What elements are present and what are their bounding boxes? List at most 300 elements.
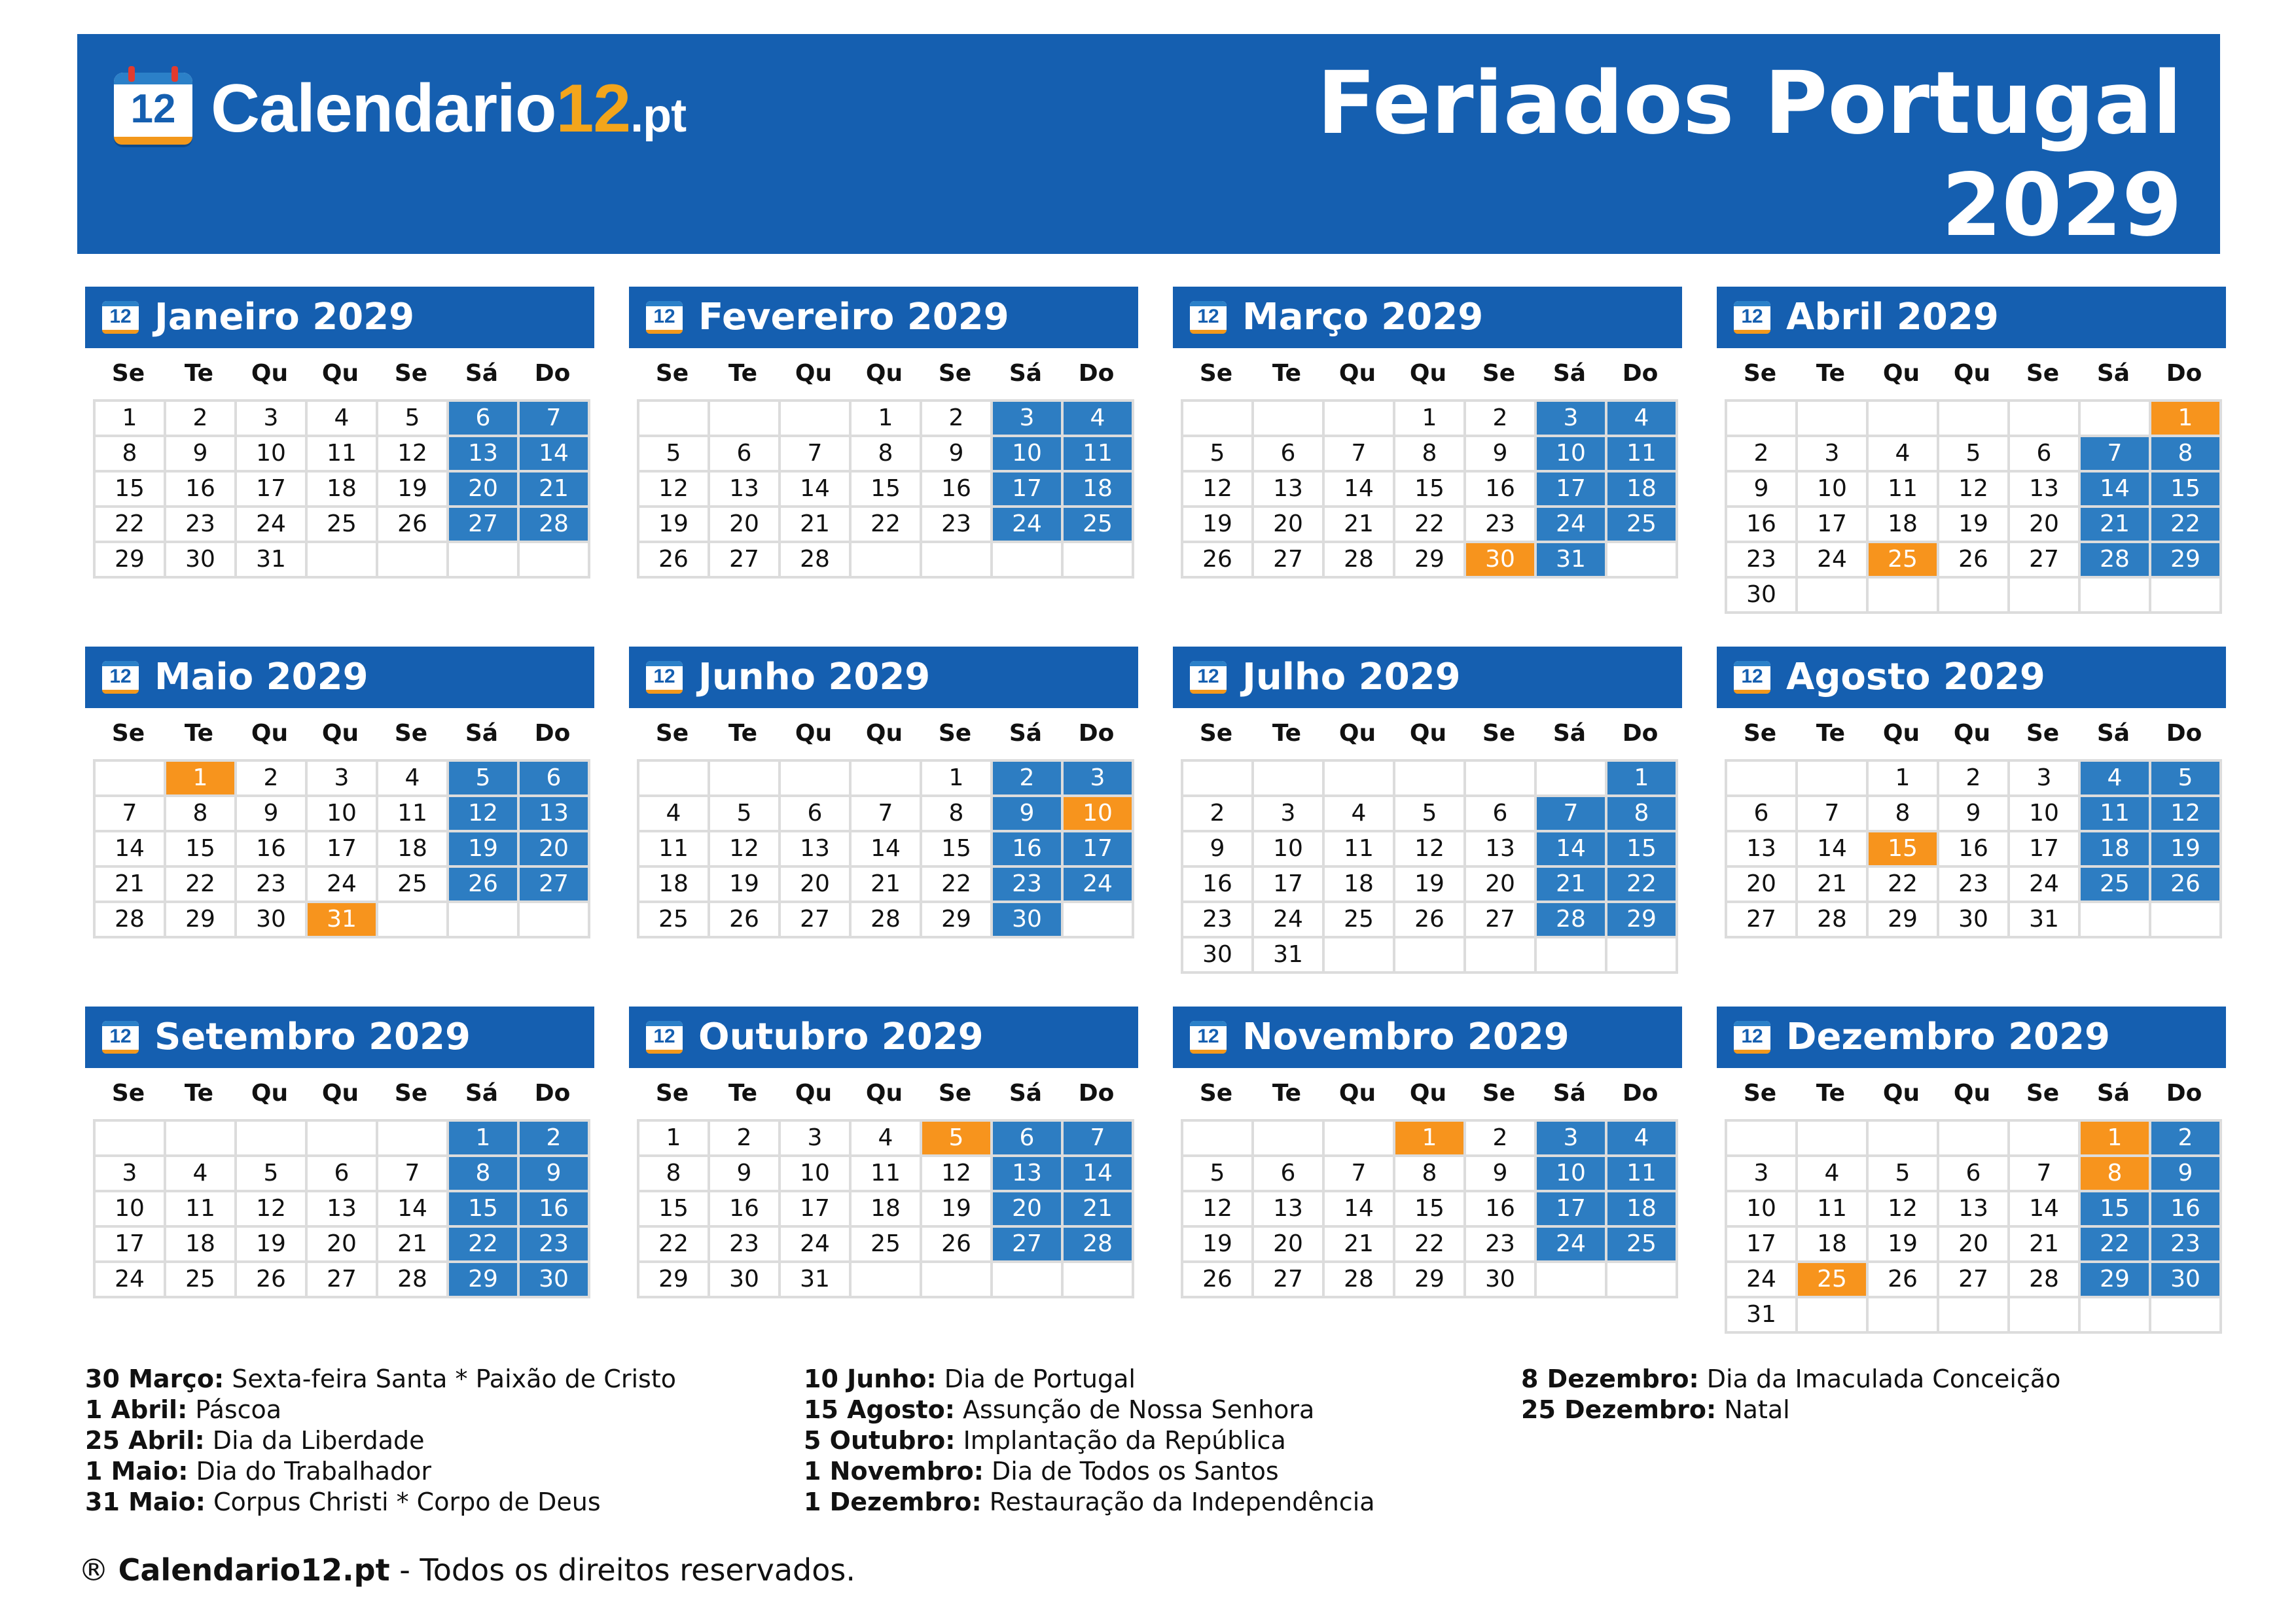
weekend-day-cell[interactable]: 2 <box>520 1122 590 1157</box>
day-cell[interactable]: 19 <box>1869 1228 1939 1263</box>
day-cell[interactable]: 29 <box>639 1263 710 1298</box>
day-cell[interactable]: 20 <box>1466 868 1537 903</box>
weekend-day-cell[interactable]: 17 <box>993 473 1064 508</box>
weekend-day-cell[interactable]: 28 <box>1064 1228 1134 1263</box>
day-cell[interactable]: 18 <box>1325 868 1395 903</box>
day-cell[interactable]: 2 <box>710 1122 781 1157</box>
weekend-day-cell[interactable]: 9 <box>2151 1157 2222 1192</box>
day-cell[interactable]: 15 <box>922 832 993 868</box>
weekend-day-cell[interactable]: 5 <box>2151 762 2222 797</box>
day-cell[interactable]: 25 <box>308 508 378 543</box>
day-cell[interactable]: 16 <box>1727 508 1798 543</box>
weekend-day-cell[interactable]: 14 <box>520 437 590 473</box>
day-cell[interactable]: 5 <box>1395 797 1466 832</box>
day-cell[interactable]: 2 <box>1183 797 1254 832</box>
weekend-day-cell[interactable]: 29 <box>1607 903 1678 938</box>
day-cell[interactable]: 29 <box>1395 1263 1466 1298</box>
day-cell[interactable]: 27 <box>1466 903 1537 938</box>
weekend-day-cell[interactable]: 30 <box>993 903 1064 938</box>
day-cell[interactable]: 14 <box>2010 1192 2081 1228</box>
weekend-day-cell[interactable]: 25 <box>2081 868 2151 903</box>
day-cell[interactable]: 15 <box>1395 473 1466 508</box>
day-cell[interactable]: 3 <box>1254 797 1325 832</box>
day-cell[interactable]: 27 <box>710 543 781 579</box>
day-cell[interactable]: 20 <box>710 508 781 543</box>
holiday-day-cell[interactable]: 25 <box>1869 543 1939 579</box>
day-cell[interactable]: 22 <box>639 1228 710 1263</box>
footer-brand[interactable]: Calendario12.pt <box>118 1552 390 1588</box>
day-cell[interactable]: 25 <box>166 1263 237 1298</box>
weekend-day-cell[interactable]: 19 <box>2151 832 2222 868</box>
weekend-day-cell[interactable]: 9 <box>520 1157 590 1192</box>
day-cell[interactable]: 15 <box>639 1192 710 1228</box>
day-cell[interactable]: 19 <box>922 1192 993 1228</box>
holiday-day-cell[interactable]: 31 <box>308 903 378 938</box>
holiday-day-cell[interactable]: 30 <box>1466 543 1537 579</box>
day-cell[interactable]: 22 <box>166 868 237 903</box>
day-cell[interactable]: 7 <box>1325 437 1395 473</box>
weekend-day-cell[interactable]: 15 <box>449 1192 520 1228</box>
day-cell[interactable]: 8 <box>1395 437 1466 473</box>
day-cell[interactable]: 12 <box>922 1157 993 1192</box>
weekend-day-cell[interactable]: 30 <box>520 1263 590 1298</box>
holiday-day-cell[interactable]: 1 <box>2151 402 2222 437</box>
day-cell[interactable]: 27 <box>308 1263 378 1298</box>
day-cell[interactable]: 24 <box>308 868 378 903</box>
day-cell[interactable]: 29 <box>1869 903 1939 938</box>
day-cell[interactable]: 26 <box>1869 1263 1939 1298</box>
day-cell[interactable]: 16 <box>166 473 237 508</box>
day-cell[interactable]: 13 <box>1727 832 1798 868</box>
day-cell[interactable]: 1 <box>852 402 922 437</box>
day-cell[interactable]: 5 <box>237 1157 308 1192</box>
day-cell[interactable]: 9 <box>922 437 993 473</box>
day-cell[interactable]: 31 <box>1254 938 1325 974</box>
day-cell[interactable]: 7 <box>852 797 922 832</box>
day-cell[interactable]: 3 <box>781 1122 852 1157</box>
day-cell[interactable]: 13 <box>1254 1192 1325 1228</box>
weekend-day-cell[interactable]: 17 <box>1537 473 1607 508</box>
weekend-day-cell[interactable]: 22 <box>1607 868 1678 903</box>
day-cell[interactable]: 8 <box>1869 797 1939 832</box>
day-cell[interactable]: 6 <box>1254 1157 1325 1192</box>
weekend-day-cell[interactable]: 22 <box>2151 508 2222 543</box>
day-cell[interactable]: 9 <box>1727 473 1798 508</box>
weekend-day-cell[interactable]: 20 <box>520 832 590 868</box>
day-cell[interactable]: 5 <box>1183 437 1254 473</box>
day-cell[interactable]: 28 <box>852 903 922 938</box>
weekend-day-cell[interactable]: 18 <box>2081 832 2151 868</box>
weekend-day-cell[interactable]: 8 <box>2151 437 2222 473</box>
day-cell[interactable]: 17 <box>1254 868 1325 903</box>
day-cell[interactable]: 17 <box>96 1228 166 1263</box>
day-cell[interactable]: 24 <box>1798 543 1869 579</box>
day-cell[interactable]: 4 <box>166 1157 237 1192</box>
day-cell[interactable]: 18 <box>1798 1228 1869 1263</box>
day-cell[interactable]: 19 <box>237 1228 308 1263</box>
day-cell[interactable]: 28 <box>96 903 166 938</box>
day-cell[interactable]: 17 <box>781 1192 852 1228</box>
weekend-day-cell[interactable]: 10 <box>1537 437 1607 473</box>
day-cell[interactable]: 20 <box>1254 508 1325 543</box>
weekend-day-cell[interactable]: 7 <box>1064 1122 1134 1157</box>
day-cell[interactable]: 4 <box>1325 797 1395 832</box>
weekend-day-cell[interactable]: 28 <box>520 508 590 543</box>
day-cell[interactable]: 29 <box>922 903 993 938</box>
weekend-day-cell[interactable]: 4 <box>2081 762 2151 797</box>
day-cell[interactable]: 7 <box>1325 1157 1395 1192</box>
day-cell[interactable]: 5 <box>1183 1157 1254 1192</box>
weekend-day-cell[interactable]: 13 <box>993 1157 1064 1192</box>
day-cell[interactable]: 15 <box>166 832 237 868</box>
day-cell[interactable]: 3 <box>1727 1157 1798 1192</box>
day-cell[interactable]: 22 <box>852 508 922 543</box>
holiday-day-cell[interactable]: 8 <box>2081 1157 2151 1192</box>
day-cell[interactable]: 22 <box>922 868 993 903</box>
day-cell[interactable]: 4 <box>639 797 710 832</box>
day-cell[interactable]: 19 <box>1183 508 1254 543</box>
weekend-day-cell[interactable]: 11 <box>1607 1157 1678 1192</box>
day-cell[interactable]: 16 <box>237 832 308 868</box>
weekend-day-cell[interactable]: 12 <box>2151 797 2222 832</box>
day-cell[interactable]: 4 <box>1798 1157 1869 1192</box>
day-cell[interactable]: 14 <box>378 1192 449 1228</box>
weekend-day-cell[interactable]: 21 <box>1537 868 1607 903</box>
day-cell[interactable]: 1 <box>1869 762 1939 797</box>
day-cell[interactable]: 16 <box>1466 1192 1537 1228</box>
day-cell[interactable]: 8 <box>96 437 166 473</box>
day-cell[interactable]: 18 <box>166 1228 237 1263</box>
holiday-day-cell[interactable]: 25 <box>1798 1263 1869 1298</box>
weekend-day-cell[interactable]: 29 <box>449 1263 520 1298</box>
day-cell[interactable]: 13 <box>710 473 781 508</box>
day-cell[interactable]: 5 <box>639 437 710 473</box>
day-cell[interactable]: 23 <box>922 508 993 543</box>
day-cell[interactable]: 19 <box>1183 1228 1254 1263</box>
weekend-day-cell[interactable]: 11 <box>1607 437 1678 473</box>
day-cell[interactable]: 19 <box>639 508 710 543</box>
weekend-day-cell[interactable]: 29 <box>2151 543 2222 579</box>
day-cell[interactable]: 10 <box>96 1192 166 1228</box>
day-cell[interactable]: 13 <box>1939 1192 2010 1228</box>
weekend-day-cell[interactable]: 18 <box>1607 473 1678 508</box>
day-cell[interactable]: 18 <box>378 832 449 868</box>
weekend-day-cell[interactable]: 31 <box>1537 543 1607 579</box>
weekend-day-cell[interactable]: 8 <box>1607 797 1678 832</box>
day-cell[interactable]: 12 <box>710 832 781 868</box>
day-cell[interactable]: 24 <box>781 1228 852 1263</box>
day-cell[interactable]: 2 <box>166 402 237 437</box>
day-cell[interactable]: 3 <box>96 1157 166 1192</box>
day-cell[interactable]: 31 <box>237 543 308 579</box>
day-cell[interactable]: 14 <box>1798 832 1869 868</box>
day-cell[interactable]: 23 <box>1183 903 1254 938</box>
weekend-day-cell[interactable]: 24 <box>1064 868 1134 903</box>
day-cell[interactable]: 15 <box>1395 1192 1466 1228</box>
day-cell[interactable]: 9 <box>1939 797 2010 832</box>
brand-logo[interactable] <box>114 69 686 148</box>
day-cell[interactable]: 7 <box>1798 797 1869 832</box>
weekend-day-cell[interactable]: 6 <box>449 402 520 437</box>
weekend-day-cell[interactable]: 2 <box>2151 1122 2222 1157</box>
day-cell[interactable]: 27 <box>1727 903 1798 938</box>
day-cell[interactable]: 7 <box>378 1157 449 1192</box>
weekend-day-cell[interactable]: 27 <box>993 1228 1064 1263</box>
day-cell[interactable]: 4 <box>1869 437 1939 473</box>
holiday-day-cell[interactable]: 15 <box>1869 832 1939 868</box>
weekend-day-cell[interactable]: 21 <box>1064 1192 1134 1228</box>
day-cell[interactable]: 9 <box>1466 437 1537 473</box>
day-cell[interactable]: 6 <box>781 797 852 832</box>
day-cell[interactable]: 16 <box>1466 473 1537 508</box>
day-cell[interactable]: 11 <box>1869 473 1939 508</box>
day-cell[interactable]: 30 <box>1466 1263 1537 1298</box>
day-cell[interactable]: 28 <box>1325 1263 1395 1298</box>
weekend-day-cell[interactable]: 28 <box>2081 543 2151 579</box>
day-cell[interactable]: 4 <box>378 762 449 797</box>
day-cell[interactable]: 10 <box>1727 1192 1798 1228</box>
day-cell[interactable]: 12 <box>1939 473 2010 508</box>
day-cell[interactable]: 28 <box>1325 543 1395 579</box>
day-cell[interactable]: 21 <box>1325 1228 1395 1263</box>
day-cell[interactable]: 13 <box>1254 473 1325 508</box>
weekend-day-cell[interactable]: 21 <box>2081 508 2151 543</box>
weekend-day-cell[interactable]: 7 <box>520 402 590 437</box>
weekend-day-cell[interactable]: 23 <box>2151 1228 2222 1263</box>
day-cell[interactable]: 16 <box>922 473 993 508</box>
weekend-day-cell[interactable]: 8 <box>449 1157 520 1192</box>
day-cell[interactable]: 2 <box>1727 437 1798 473</box>
day-cell[interactable]: 3 <box>308 762 378 797</box>
day-cell[interactable]: 3 <box>237 402 308 437</box>
day-cell[interactable]: 14 <box>852 832 922 868</box>
day-cell[interactable]: 8 <box>166 797 237 832</box>
day-cell[interactable]: 25 <box>852 1228 922 1263</box>
day-cell[interactable]: 17 <box>308 832 378 868</box>
holiday-day-cell[interactable]: 1 <box>2081 1122 2151 1157</box>
weekend-day-cell[interactable]: 3 <box>1064 762 1134 797</box>
day-cell[interactable]: 26 <box>237 1263 308 1298</box>
weekend-day-cell[interactable]: 27 <box>449 508 520 543</box>
holiday-day-cell[interactable]: 10 <box>1064 797 1134 832</box>
weekend-day-cell[interactable]: 18 <box>1064 473 1134 508</box>
day-cell[interactable]: 28 <box>781 543 852 579</box>
day-cell[interactable]: 2 <box>1939 762 2010 797</box>
weekend-day-cell[interactable]: 14 <box>1537 832 1607 868</box>
weekend-day-cell[interactable]: 20 <box>449 473 520 508</box>
day-cell[interactable]: 1 <box>922 762 993 797</box>
weekend-day-cell[interactable]: 3 <box>1537 402 1607 437</box>
weekend-day-cell[interactable]: 15 <box>2151 473 2222 508</box>
weekend-day-cell[interactable]: 23 <box>520 1228 590 1263</box>
day-cell[interactable]: 26 <box>710 903 781 938</box>
day-cell[interactable]: 4 <box>308 402 378 437</box>
day-cell[interactable]: 12 <box>1183 473 1254 508</box>
day-cell[interactable]: 18 <box>639 868 710 903</box>
day-cell[interactable]: 7 <box>781 437 852 473</box>
day-cell[interactable]: 6 <box>308 1157 378 1192</box>
day-cell[interactable]: 1 <box>639 1122 710 1157</box>
day-cell[interactable]: 6 <box>2010 437 2081 473</box>
day-cell[interactable]: 6 <box>710 437 781 473</box>
day-cell[interactable]: 20 <box>1727 868 1798 903</box>
day-cell[interactable]: 11 <box>1325 832 1395 868</box>
holiday-day-cell[interactable]: 5 <box>922 1122 993 1157</box>
weekend-day-cell[interactable]: 24 <box>1537 508 1607 543</box>
day-cell[interactable]: 28 <box>2010 1263 2081 1298</box>
day-cell[interactable]: 11 <box>1798 1192 1869 1228</box>
day-cell[interactable]: 27 <box>2010 543 2081 579</box>
weekend-day-cell[interactable]: 4 <box>1064 402 1134 437</box>
day-cell[interactable]: 10 <box>781 1157 852 1192</box>
day-cell[interactable]: 22 <box>1869 868 1939 903</box>
day-cell[interactable]: 25 <box>378 868 449 903</box>
weekend-day-cell[interactable]: 25 <box>1064 508 1134 543</box>
day-cell[interactable]: 13 <box>308 1192 378 1228</box>
day-cell[interactable]: 24 <box>2010 868 2081 903</box>
weekend-day-cell[interactable]: 11 <box>1064 437 1134 473</box>
day-cell[interactable]: 20 <box>2010 508 2081 543</box>
weekend-day-cell[interactable]: 4 <box>1607 1122 1678 1157</box>
day-cell[interactable]: 14 <box>781 473 852 508</box>
weekend-day-cell[interactable]: 26 <box>449 868 520 903</box>
day-cell[interactable]: 30 <box>710 1263 781 1298</box>
day-cell[interactable]: 2 <box>922 402 993 437</box>
day-cell[interactable]: 3 <box>1798 437 1869 473</box>
day-cell[interactable]: 27 <box>1939 1263 2010 1298</box>
day-cell[interactable]: 16 <box>1183 868 1254 903</box>
weekend-day-cell[interactable]: 2 <box>993 762 1064 797</box>
day-cell[interactable]: 2 <box>1466 1122 1537 1157</box>
day-cell[interactable]: 30 <box>237 903 308 938</box>
weekend-day-cell[interactable]: 16 <box>520 1192 590 1228</box>
day-cell[interactable]: 23 <box>1466 1228 1537 1263</box>
day-cell[interactable]: 21 <box>378 1228 449 1263</box>
day-cell[interactable]: 18 <box>852 1192 922 1228</box>
weekend-day-cell[interactable]: 21 <box>520 473 590 508</box>
weekend-day-cell[interactable]: 10 <box>993 437 1064 473</box>
day-cell[interactable]: 9 <box>710 1157 781 1192</box>
weekend-day-cell[interactable]: 24 <box>1537 1228 1607 1263</box>
day-cell[interactable]: 21 <box>852 868 922 903</box>
day-cell[interactable]: 17 <box>1727 1228 1798 1263</box>
weekend-day-cell[interactable]: 14 <box>1064 1157 1134 1192</box>
day-cell[interactable]: 12 <box>378 437 449 473</box>
day-cell[interactable]: 24 <box>1254 903 1325 938</box>
day-cell[interactable]: 26 <box>922 1228 993 1263</box>
day-cell[interactable]: 24 <box>1727 1263 1798 1298</box>
day-cell[interactable]: 17 <box>1798 508 1869 543</box>
day-cell[interactable]: 6 <box>1466 797 1537 832</box>
day-cell[interactable]: 2 <box>237 762 308 797</box>
day-cell[interactable]: 5 <box>378 402 449 437</box>
day-cell[interactable]: 11 <box>378 797 449 832</box>
day-cell[interactable]: 20 <box>308 1228 378 1263</box>
day-cell[interactable]: 5 <box>1939 437 2010 473</box>
day-cell[interactable]: 19 <box>710 868 781 903</box>
day-cell[interactable]: 16 <box>710 1192 781 1228</box>
weekend-day-cell[interactable]: 18 <box>1607 1192 1678 1228</box>
weekend-day-cell[interactable]: 1 <box>1607 762 1678 797</box>
day-cell[interactable]: 26 <box>1183 543 1254 579</box>
weekend-day-cell[interactable]: 30 <box>2151 1263 2222 1298</box>
weekend-day-cell[interactable]: 25 <box>1607 1228 1678 1263</box>
day-cell[interactable]: 28 <box>378 1263 449 1298</box>
day-cell[interactable]: 21 <box>1798 868 1869 903</box>
day-cell[interactable]: 16 <box>1939 832 2010 868</box>
day-cell[interactable]: 19 <box>378 473 449 508</box>
weekend-day-cell[interactable]: 7 <box>1537 797 1607 832</box>
weekend-day-cell[interactable]: 13 <box>520 797 590 832</box>
day-cell[interactable]: 6 <box>1254 437 1325 473</box>
weekend-day-cell[interactable]: 11 <box>2081 797 2151 832</box>
day-cell[interactable]: 5 <box>710 797 781 832</box>
day-cell[interactable]: 10 <box>308 797 378 832</box>
day-cell[interactable]: 10 <box>237 437 308 473</box>
weekend-day-cell[interactable]: 3 <box>993 402 1064 437</box>
day-cell[interactable]: 27 <box>781 903 852 938</box>
day-cell[interactable]: 23 <box>237 868 308 903</box>
day-cell[interactable]: 20 <box>781 868 852 903</box>
day-cell[interactable]: 20 <box>1254 1228 1325 1263</box>
day-cell[interactable]: 21 <box>781 508 852 543</box>
weekend-day-cell[interactable]: 12 <box>449 797 520 832</box>
day-cell[interactable]: 29 <box>166 903 237 938</box>
day-cell[interactable]: 10 <box>1798 473 1869 508</box>
weekend-day-cell[interactable]: 22 <box>2081 1228 2151 1263</box>
day-cell[interactable]: 15 <box>852 473 922 508</box>
day-cell[interactable]: 30 <box>1183 938 1254 974</box>
day-cell[interactable]: 22 <box>1395 508 1466 543</box>
day-cell[interactable]: 23 <box>1939 868 2010 903</box>
day-cell[interactable]: 3 <box>2010 762 2081 797</box>
day-cell[interactable]: 25 <box>639 903 710 938</box>
weekend-day-cell[interactable]: 15 <box>2081 1192 2151 1228</box>
weekend-day-cell[interactable]: 9 <box>993 797 1064 832</box>
day-cell[interactable]: 1 <box>96 402 166 437</box>
day-cell[interactable]: 11 <box>308 437 378 473</box>
day-cell[interactable]: 7 <box>2010 1157 2081 1192</box>
day-cell[interactable]: 26 <box>1939 543 2010 579</box>
day-cell[interactable]: 29 <box>1395 543 1466 579</box>
day-cell[interactable]: 8 <box>639 1157 710 1192</box>
weekend-day-cell[interactable]: 24 <box>993 508 1064 543</box>
day-cell[interactable]: 12 <box>237 1192 308 1228</box>
day-cell[interactable]: 12 <box>639 473 710 508</box>
day-cell[interactable]: 27 <box>1254 543 1325 579</box>
day-cell[interactable]: 12 <box>1869 1192 1939 1228</box>
weekend-day-cell[interactable]: 27 <box>520 868 590 903</box>
day-cell[interactable]: 18 <box>308 473 378 508</box>
weekend-day-cell[interactable]: 5 <box>449 762 520 797</box>
day-cell[interactable]: 18 <box>1869 508 1939 543</box>
day-cell[interactable]: 9 <box>237 797 308 832</box>
day-cell[interactable]: 24 <box>237 508 308 543</box>
weekend-day-cell[interactable]: 17 <box>1064 832 1134 868</box>
day-cell[interactable]: 10 <box>1254 832 1325 868</box>
day-cell[interactable]: 10 <box>2010 797 2081 832</box>
day-cell[interactable]: 23 <box>1727 543 1798 579</box>
day-cell[interactable]: 7 <box>96 797 166 832</box>
day-cell[interactable]: 13 <box>2010 473 2081 508</box>
day-cell[interactable]: 20 <box>1939 1228 2010 1263</box>
day-cell[interactable]: 6 <box>1939 1157 2010 1192</box>
day-cell[interactable]: 8 <box>922 797 993 832</box>
weekend-day-cell[interactable]: 25 <box>1607 508 1678 543</box>
day-cell[interactable]: 26 <box>378 508 449 543</box>
day-cell[interactable]: 11 <box>166 1192 237 1228</box>
day-cell[interactable]: 26 <box>639 543 710 579</box>
